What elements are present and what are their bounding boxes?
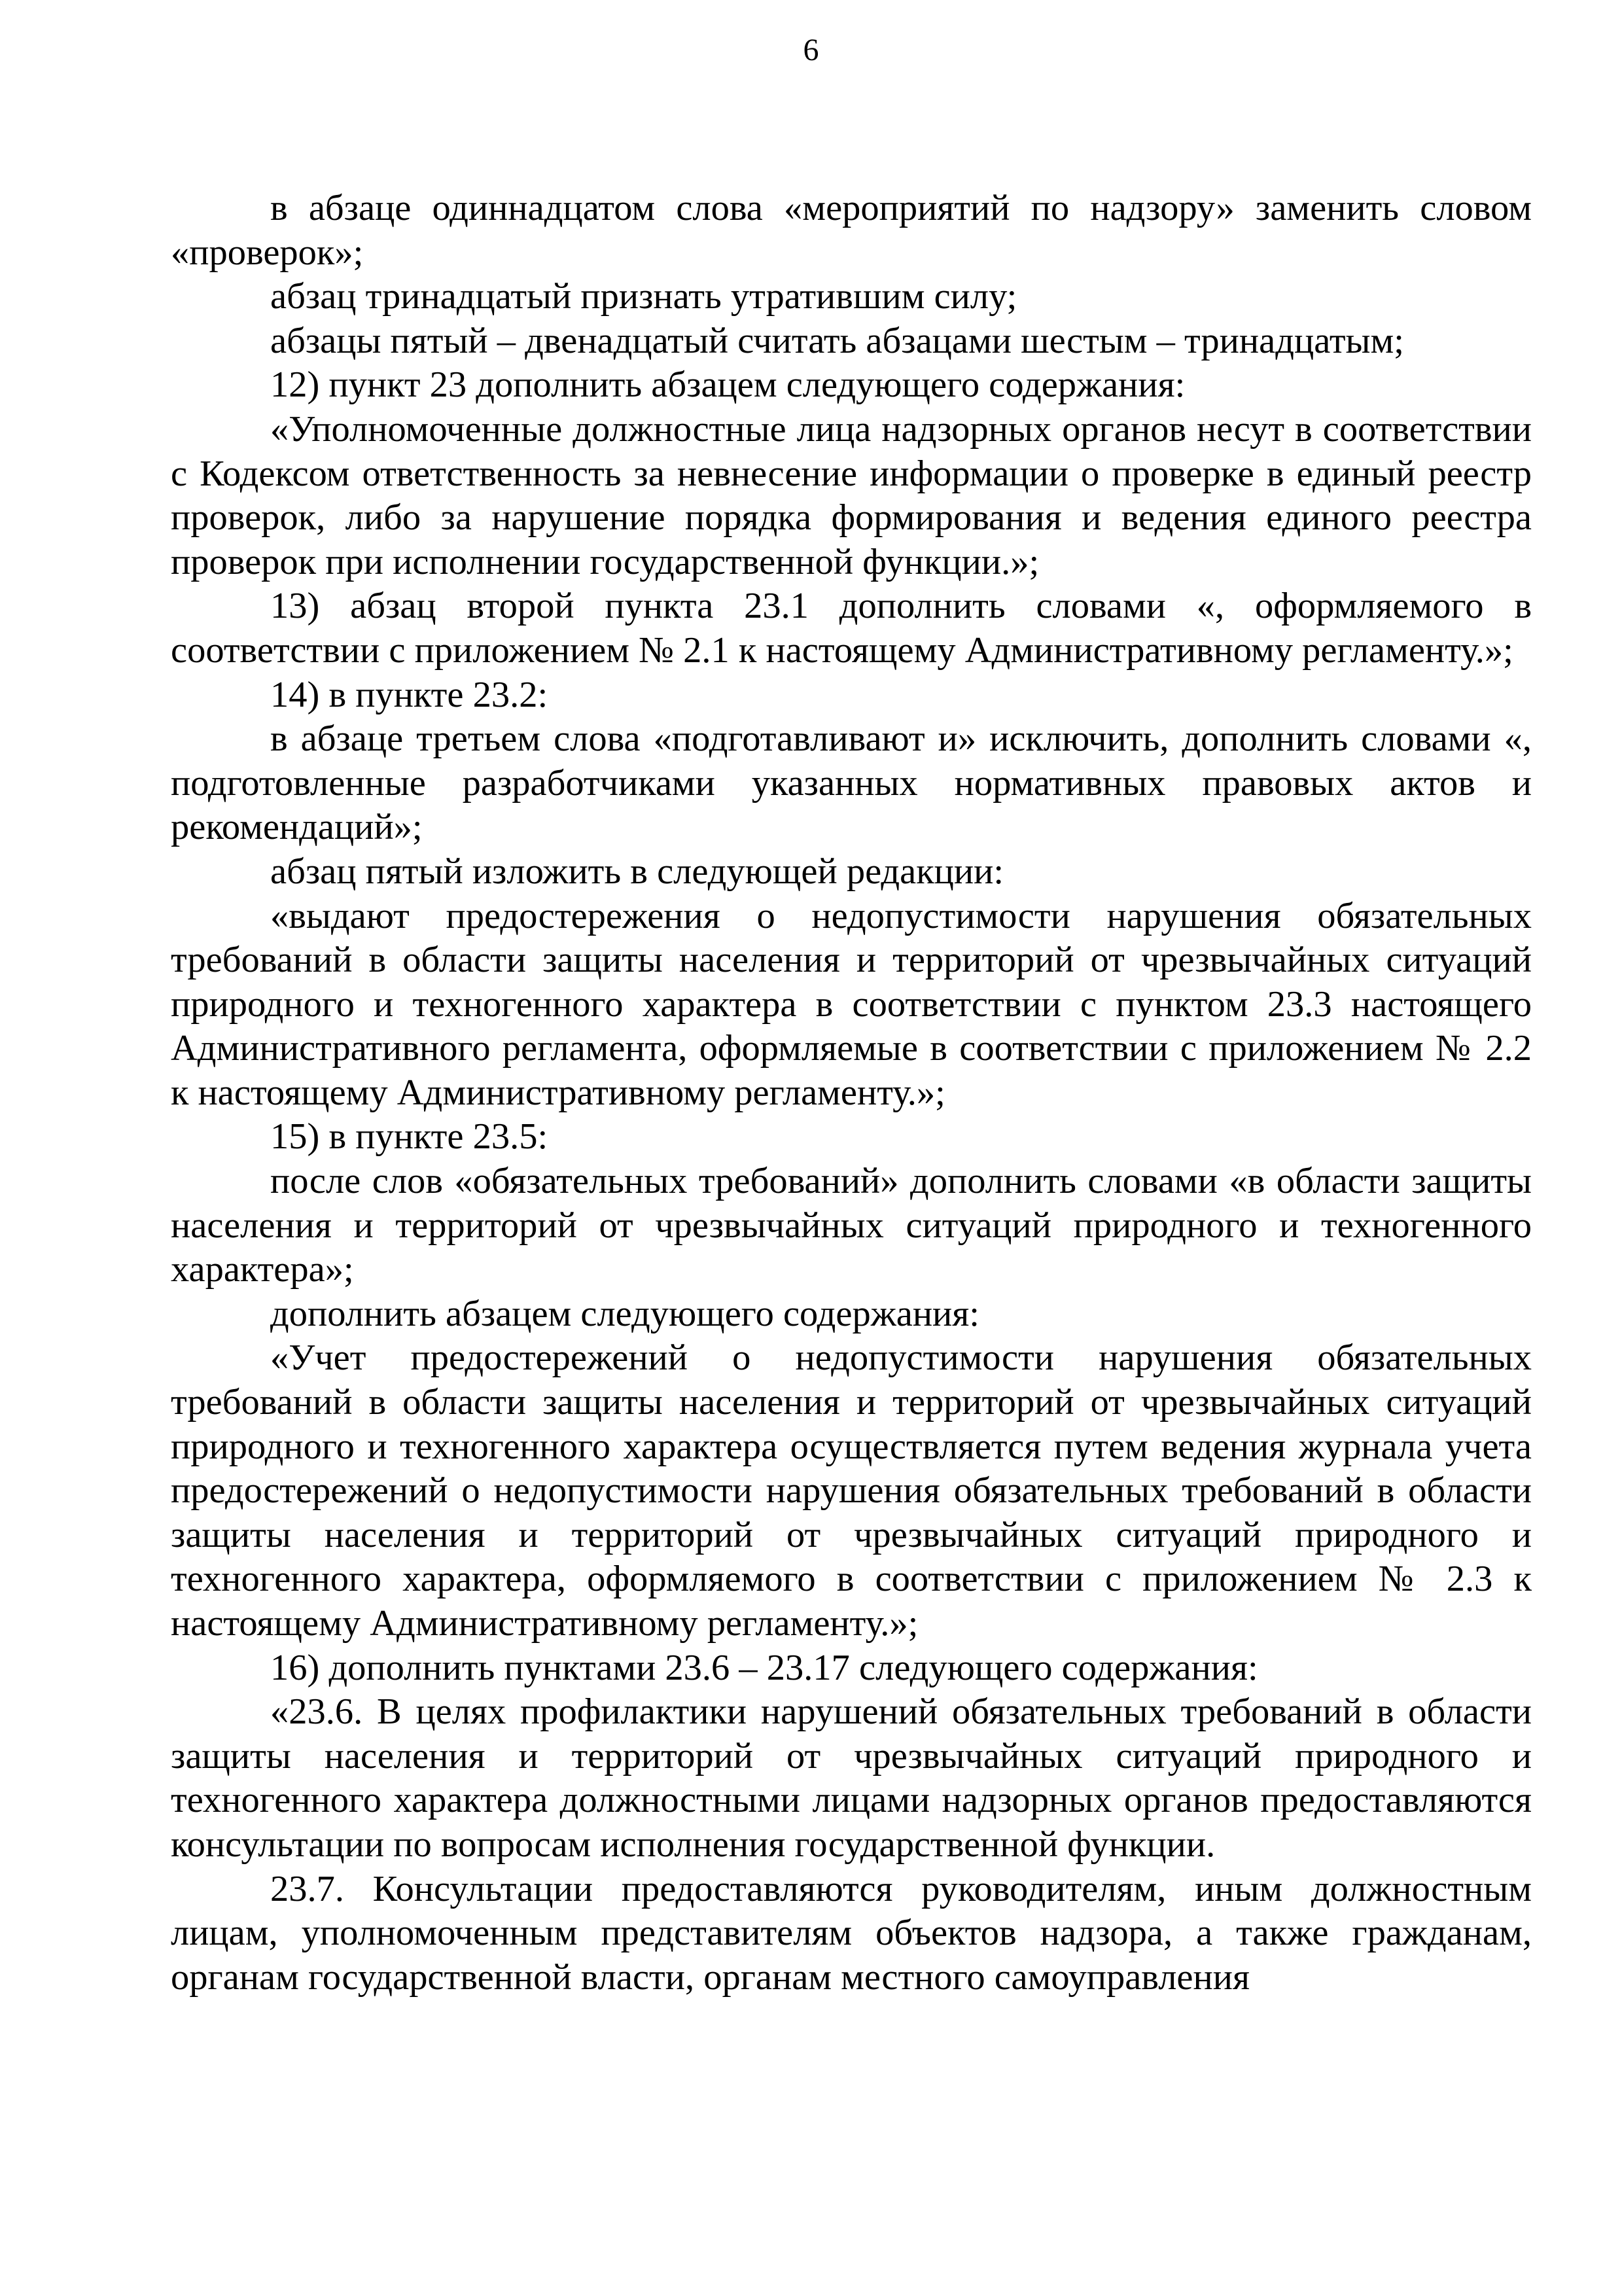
paragraph: после слов «обязательных требований» дополнить словами «в области защиты населения и территорий от чрезвычайных ситуаций природного и техногенного характера»; (171, 1161, 1532, 1290)
paragraph: 16) дополнить пунктами 23.6 – 23.17 следующего содержания: (270, 1647, 1258, 1688)
paragraph: 15) в пункте 23.5: (270, 1116, 548, 1157)
paragraph: 13) абзац второй пункта 23.1 дополнить словами «, оформляемого в соответствии с приложением № 2.1 к настоящему Административному регламенту.»; (171, 586, 1532, 671)
paragraph: 12) пункт 23 дополнить абзацем следующего содержания: (270, 364, 1186, 406)
paragraph: абзац тринадцатый признать утратившим силу; (270, 276, 1017, 317)
paragraph: «23.6. В целях профилактики нарушений обязательных требований в области защиты населения и территорий от чрезвычайных ситуаций природного и техногенного характера должностными лицами надзорных органов предоставляются консультации по вопросам исполнения государственной функции. (171, 1691, 1532, 1865)
paragraph: 23.7. Консультации предоставляются руководителям, иным должностным лицам, уполномоченным представителям объектов надзора, а также гражданам, органам государственной власти, органам местного самоуправления (171, 1868, 1532, 1998)
paragraph: абзацы пятый – двенадцатый считать абзацами шестым – тринадцатым; (270, 320, 1404, 361)
paragraph: «выдают предостережения о недопустимости нарушения обязательных требований в области защиты населения и территорий от чрезвычайных ситуаций природного и техногенного характера в соответствии с пунктом 23.3 настоящего Административного регламента, оформляемые в соответствии с приложением № 2.2 к настоящему Административному регламенту.»; (171, 895, 1532, 1113)
paragraph: в абзаце третьем слова «подготавливают и» исключить, дополнить словами «, подготовленные разработчиками указанных нормативных правовых актов и рекомендаций»; (171, 718, 1532, 848)
paragraph: дополнить абзацем следующего содержания: (270, 1293, 979, 1334)
page-number: 6 (803, 33, 819, 67)
paragraph: «Уполномоченные должностные лица надзорных органов несут в соответствии с Кодексом ответственность за невнесение информации о проверке в единый реестр проверок, либо за нарушение порядка формирования и ведения единого реестра проверок при исполнении государственной функции.»; (171, 408, 1532, 582)
paragraph: «Учет предостережений о недопустимости нарушения обязательных требований в области защиты населения и территорий от чрезвычайных ситуаций природного и техногенного характера осуществляется путем ведения журнала учета предостережений о недопустимости нарушения обязательных требований в области защиты населения и территорий от чрезвычайных ситуаций природного и техногенного характера, оформляемого в соответствии с приложением № 2.3 к настоящему Административному регламенту.»; (171, 1337, 1532, 1644)
paragraph: 14) в пункте 23.2: (270, 674, 548, 715)
paragraph: абзац пятый изложить в следующей редакции: (270, 851, 1004, 892)
paragraph: в абзаце одиннадцатом слова «мероприятий по надзору» заменить словом «проверок»; (171, 188, 1532, 273)
document-body (171, 186, 1532, 2000)
